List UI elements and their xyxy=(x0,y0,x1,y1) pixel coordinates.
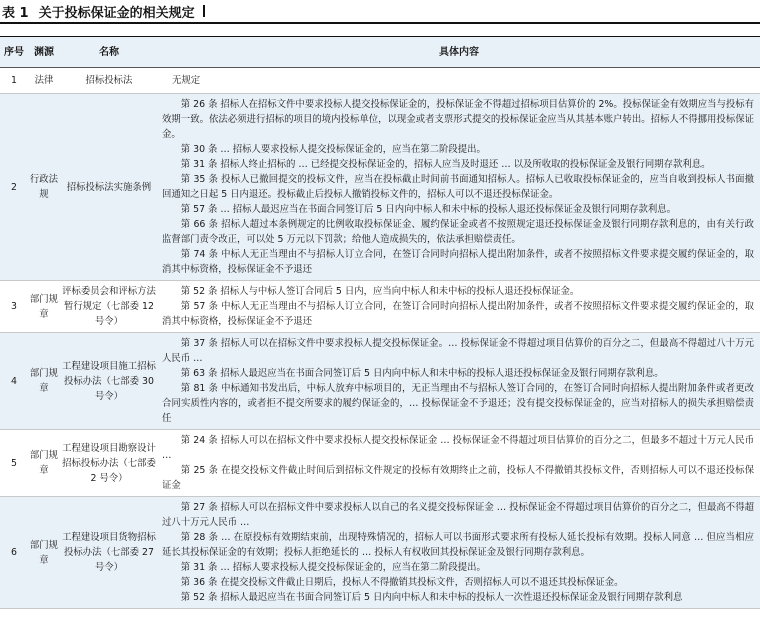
row-paragraph: 第 30 条 … 招标人要求投标人提交投标保证金的，应当在第二阶段提出。 xyxy=(180,144,486,155)
row-paragraph: 第 26 条 招标人在招标文件中要求投标人提交投标保证金的，投标保证金不得超过招标项目估算价的 2%。投标保证金有效期应当与投标有效期一致。依法必须进行招标的项目的境内投标单位，以现金或者支票形式提交的投标保证金应当从其基本账户转出。招标人不得挪用投标保证金。 xyxy=(162,99,754,140)
row-paragraph: 第 57 条 中标人无正当理由不与招标人订立合同，在签订合同时向招标人提出附加条件，或者不按照招标文件要求提交履约保证金的，取消其中标资格，投标保证金不予退还 xyxy=(162,301,754,327)
row-paragraph: 第 27 条 招标人可以在招标文件中要求投标人以自己的名义提交投标保证金 … 投标保证金不得超过项目估算价的百分之二，但最高不得超过八十万元人民币 … xyxy=(162,502,754,528)
row-paragraph: 第 74 条 中标人无正当理由不与招标人订立合同，在签订合同时向招标人提出附加条件，或者不按照招标文件要求提交履约保证金的，取消其中标资格，投标保证金不予退还 xyxy=(162,249,754,275)
row-paragraph: 第 25 条 在提交投标文件截止时间后到招标文件规定的投标有效期终止之前，投标人不得撤销其投标文件，否则招标人可以不退还投标保证金 xyxy=(162,465,754,491)
header-num: 序号 xyxy=(0,37,28,68)
table-title xyxy=(0,0,760,24)
row-name: 工程建设项目施工招标投标办法（七部委 30 号令） xyxy=(60,333,158,430)
row-name: 招标投标法实施条例 xyxy=(60,94,158,281)
row-source: 部门规章 xyxy=(28,497,60,609)
row-num: 5 xyxy=(0,430,28,497)
row-paragraph: 第 63 条 招标人最迟应当在书面合同签订后 5 日内向中标人和未中标的投标人退还投标保证金及银行同期存款利息。 xyxy=(180,368,664,379)
row-content xyxy=(158,430,760,497)
regulations-table xyxy=(0,36,760,609)
row-paragraph: 第 52 条 招标人最迟应当在书面合同签订后 5 日内向中标人和未中标的投标人一次性退还投标保证金及银行同期存款利息 xyxy=(180,592,683,603)
row-content xyxy=(158,281,760,333)
table-row xyxy=(0,281,760,333)
row-num: 1 xyxy=(0,68,28,94)
table-row xyxy=(0,94,760,281)
header-name: 名称 xyxy=(60,37,158,68)
row-content xyxy=(158,68,760,94)
header-source: 渊源 xyxy=(28,37,60,68)
row-num: 2 xyxy=(0,94,28,281)
row-source: 部门规章 xyxy=(28,281,60,333)
row-name: 工程建设项目勘察设计招标投标办法（七部委 2 号令） xyxy=(60,430,158,497)
row-source: 行政法规 xyxy=(28,94,60,281)
table-label: 表 1 xyxy=(2,5,29,21)
header-row xyxy=(0,37,760,68)
row-paragraph: 第 28 条 … 在原投标有效期结束前，出现特殊情况的，招标人可以书面形式要求所有投标人延长投标有效期。投标人同意 … 但应当相应延长其投标保证金的有效期；投标人拒绝延长的 … 投标人有权收回其投标保证金及银行同期存款利息。 xyxy=(162,532,754,558)
table-row xyxy=(0,333,760,430)
row-name: 工程建设项目货物招标投标办法（七部委 27 号令） xyxy=(60,497,158,609)
row-name: 评标委员会和评标方法暂行规定（七部委 12 号令） xyxy=(60,281,158,333)
table-title-text: 关于投标保证金的相关规定 xyxy=(38,5,195,21)
row-paragraph: 第 37 条 招标人可以在招标文件中要求投标人提交投标保证金。… 投标保证金不得超过项目估算价的百分之二，但最高不得超过八十万元人民币 … xyxy=(162,338,754,364)
row-name: 招标投标法 xyxy=(60,68,158,94)
row-source: 部门规章 xyxy=(28,333,60,430)
row-num: 4 xyxy=(0,333,28,430)
row-num: 6 xyxy=(0,497,28,609)
row-paragraph: 第 81 条 中标通知书发出后，中标人放弃中标项目的，无正当理由不与招标人签订合同的，在签订合同时向招标人提出附加条件或者更改合同实质性内容的，或者拒不提交所要求的履约保证金的，… 投标保证金不予退还；没有提交投标保证金的，应当对招标人的损失承担赔偿责任 xyxy=(162,383,754,424)
row-num: 3 xyxy=(0,281,28,333)
row-content xyxy=(158,497,760,609)
row-source: 部门规章 xyxy=(28,430,60,497)
row-paragraph: 第 35 条 投标人已撤回提交的投标文件，应当在投标截止时间前书面通知招标人。招标人已收取投标保证金的，应当自收到投标人书面撤回通知之日起 5 日内退还。投标截止后投标人撤销投标文件的，招标人可以不退还投标保证金。 xyxy=(162,174,754,200)
row-paragraph: 第 24 条 招标人可以在招标文件中要求投标人提交投标保证金 … 投标保证金不得超过项目估算价的百分之二，但最多不超过十万元人民币 … xyxy=(162,435,754,461)
table-row xyxy=(0,497,760,609)
row-paragraph: 第 66 条 招标人超过本条例规定的比例收取投标保证金、履约保证金或者不按照规定退还投标保证金及银行同期存款利息的，由有关行政监督部门责令改正，可以处 5 万元以下罚款；给他人造成损失的，依法承担赔偿责任。 xyxy=(162,219,754,245)
row-paragraph: 第 36 条 在提交投标文件截止日期后，投标人不得撤销其投标文件，否则招标人可以不退还其投标保证金。 xyxy=(180,577,624,588)
row-paragraph: 第 57 条 … 招标人最迟应当在书面合同签订后 5 日内向中标人和未中标的投标人退还投标保证金及银行同期存款利息。 xyxy=(180,204,676,215)
header-content: 具体内容 xyxy=(158,37,760,68)
row-paragraph: 第 52 条 招标人与中标人签订合同后 5 日内，应当向中标人和未中标的投标人退还投标保证金。 xyxy=(180,286,580,297)
row-content xyxy=(158,94,760,281)
row-content xyxy=(158,333,760,430)
table-row xyxy=(0,68,760,94)
row-paragraph: 无规定 xyxy=(172,75,201,86)
row-source: 法律 xyxy=(28,68,60,94)
table-row xyxy=(0,430,760,497)
title-divider xyxy=(203,5,205,17)
row-paragraph: 第 31 条 招标人终止招标的 … 已经提交投标保证金的，招标人应当及时退还 … 以及所收取的投标保证金及银行同期存款利息。 xyxy=(180,159,711,170)
row-paragraph: 第 31 条 … 招标人要求投标人提交投标保证金的，应当在第二阶段提出。 xyxy=(180,562,486,573)
